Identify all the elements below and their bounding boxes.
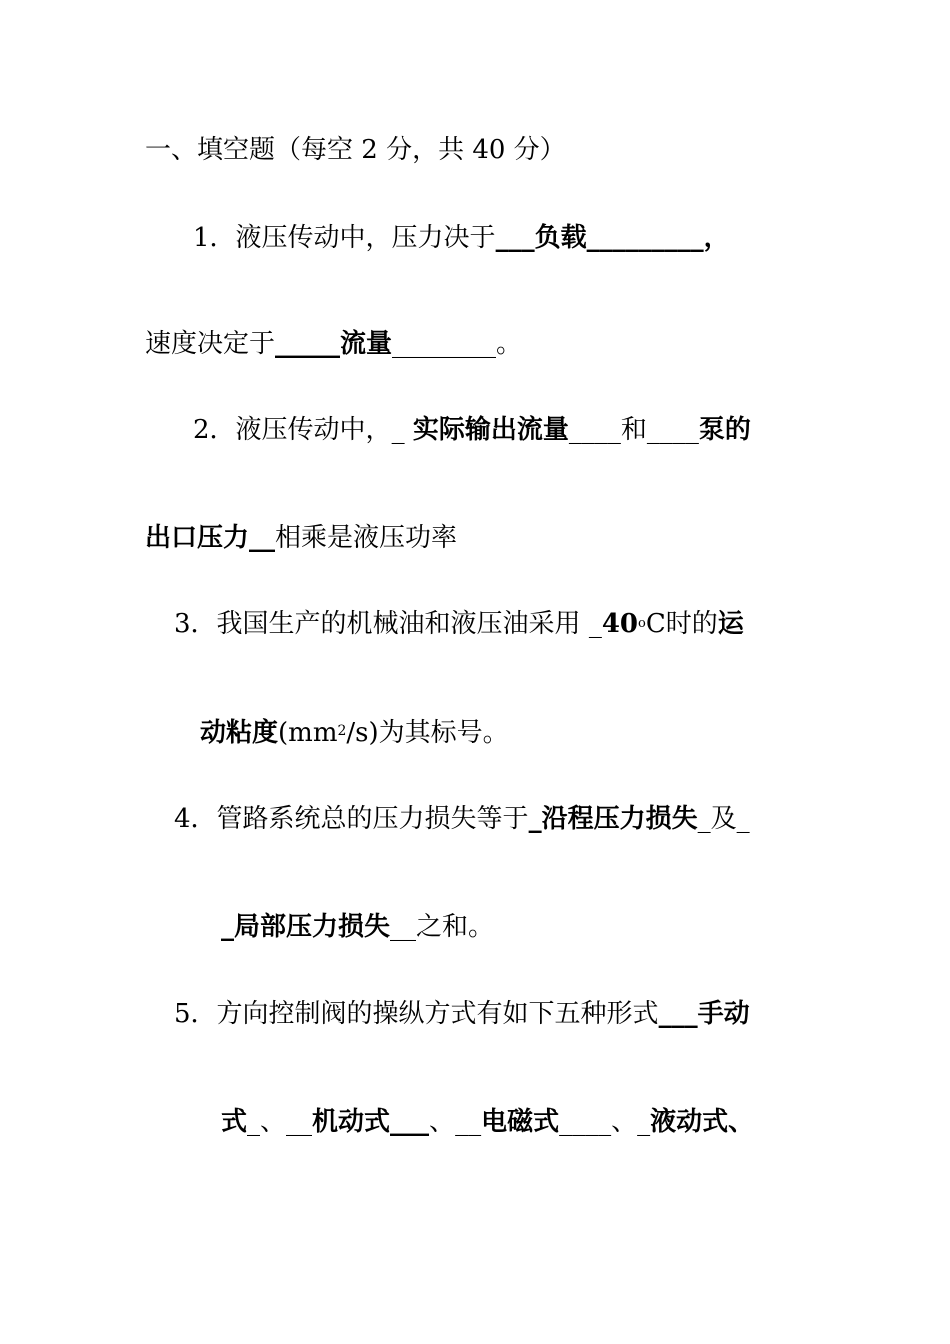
answer-text: 液动式、 xyxy=(650,1107,755,1137)
answer-text: 式 xyxy=(221,1107,248,1137)
answer-blank: ____ xyxy=(646,415,699,445)
question-number: 2． xyxy=(193,415,236,445)
answer-text: 泵的 xyxy=(698,415,751,445)
question-4-line-2 xyxy=(221,910,494,944)
answer-blank: ________ xyxy=(392,329,497,359)
answer-blank: ____ xyxy=(559,1107,612,1137)
punctuation: ， xyxy=(703,223,730,253)
question-text: 速度决定于 xyxy=(145,329,276,359)
question-text: 我国生产的机械油和液压油采用 xyxy=(216,609,581,639)
answer-text: 流量 xyxy=(340,329,393,359)
answer-blank: __ xyxy=(286,1107,313,1137)
answer-blank: ___ xyxy=(495,223,535,253)
separator: 、 xyxy=(429,1107,456,1137)
question-3-line-2 xyxy=(200,716,509,750)
separator: 、 xyxy=(260,1107,287,1137)
answer-text: 实际输出流量 xyxy=(412,415,569,445)
answer-blank: ___ xyxy=(390,1107,430,1137)
unit-text: (mm xyxy=(278,718,338,748)
unit-text: /s) xyxy=(346,718,379,748)
answer-blank: _ xyxy=(697,804,711,834)
question-text: 液压传动中， xyxy=(235,415,392,445)
answer-text: 局部压力损失 xyxy=(234,912,391,942)
answer-blank: __ xyxy=(390,912,417,942)
question-text: 之和。 xyxy=(416,912,495,942)
question-text: 时的 xyxy=(665,609,718,639)
question-1-line-1 xyxy=(193,221,730,255)
answer-text: 出口压力 xyxy=(145,523,250,553)
answer-blank: _________ xyxy=(586,223,704,253)
question-text: 液压传动中，压力决于 xyxy=(235,223,496,253)
answer-text: 动粘度 xyxy=(200,718,279,748)
answer-blank: _ xyxy=(580,609,602,639)
section-heading xyxy=(145,133,566,167)
question-1-line-2 xyxy=(145,327,522,361)
question-5-line-2 xyxy=(221,1105,754,1139)
answer-blank: _ xyxy=(736,804,750,834)
question-3-line-1 xyxy=(174,607,744,641)
question-text: 管路系统总的压力损失等于 xyxy=(216,804,529,834)
answer-text: 运 xyxy=(717,609,744,639)
unit-text: C xyxy=(645,609,666,639)
answer-text: 手动 xyxy=(697,999,750,1029)
question-2-line-1 xyxy=(193,413,751,447)
question-text: 相乘是液压功率 xyxy=(275,523,458,553)
separator: 、 xyxy=(611,1107,638,1137)
answer-blank: __ xyxy=(455,1107,482,1137)
question-text: 和 xyxy=(620,415,647,445)
answer-blank: _ xyxy=(391,415,413,445)
answer-blank: __ xyxy=(249,523,276,553)
answer-blank: _____ xyxy=(275,329,341,359)
answer-blank: _ xyxy=(221,912,234,942)
question-4-line-1 xyxy=(174,802,750,836)
answer-blank: _ xyxy=(528,804,542,834)
answer-text: 40 xyxy=(601,609,639,639)
question-5-line-1 xyxy=(174,997,750,1031)
question-number: 4． xyxy=(174,804,217,834)
answer-blank: _ xyxy=(247,1107,261,1137)
answer-blank: ____ xyxy=(568,415,621,445)
question-2-line-2 xyxy=(145,521,457,555)
punctuation: 。 xyxy=(496,329,523,359)
unit-superscript: 2 xyxy=(337,723,347,739)
question-text: 及 xyxy=(710,804,737,834)
question-number: 1． xyxy=(193,223,236,253)
question-number: 3． xyxy=(174,609,217,639)
question-text: 方向控制阀的操纵方式有如下五种形式 xyxy=(216,999,659,1029)
answer-text: 机动式 xyxy=(312,1107,391,1137)
question-number: 5． xyxy=(174,999,217,1029)
degree-superscript: o xyxy=(638,616,646,631)
question-text: 为其标号。 xyxy=(378,718,509,748)
answer-blank: _ xyxy=(637,1107,651,1137)
answer-text: 负载 xyxy=(534,223,587,253)
section-heading-text: 一、填空题（每空 2 分，共 40 分） xyxy=(145,135,566,165)
answer-text: 沿程压力损失 xyxy=(541,804,698,834)
answer-blank: ___ xyxy=(658,999,698,1029)
answer-text: 电磁式 xyxy=(481,1107,560,1137)
